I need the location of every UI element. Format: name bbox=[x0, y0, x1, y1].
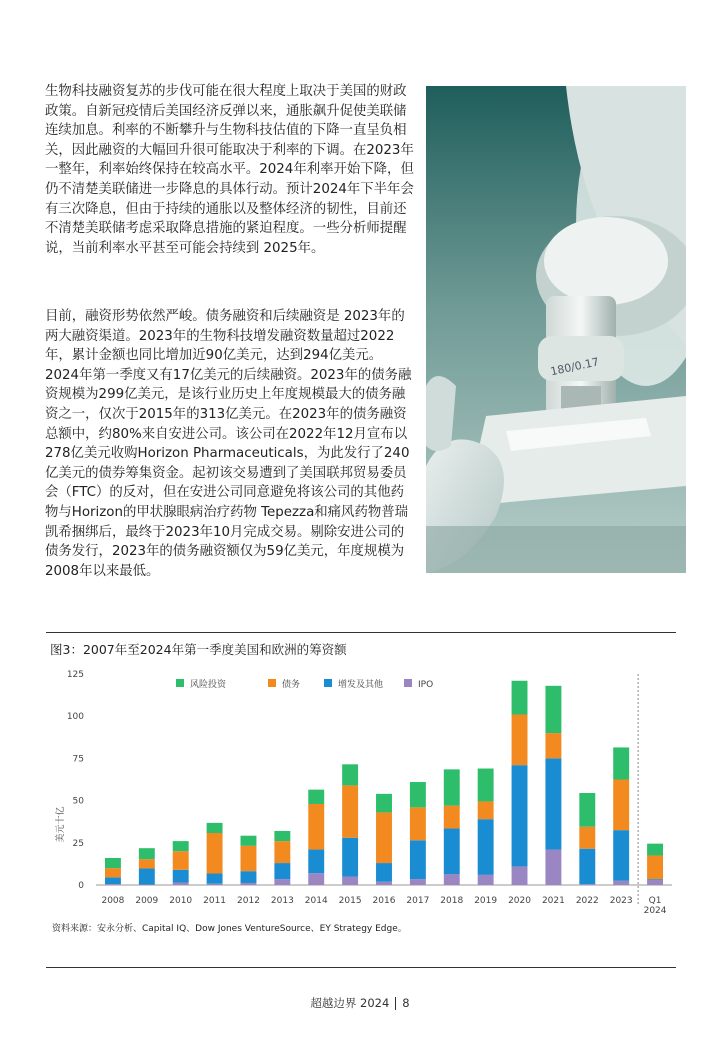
bar-segment-followon bbox=[342, 838, 358, 877]
x-tick-label: 2016 bbox=[372, 896, 396, 906]
y-axis-label: 美元十亿 bbox=[56, 806, 66, 843]
x-tick-label: 2011 bbox=[203, 896, 227, 906]
bar-segment-venture bbox=[579, 793, 595, 827]
bar-segment-ipo bbox=[308, 873, 324, 885]
bar-segment-debt bbox=[410, 807, 426, 840]
bar-segment-ipo bbox=[376, 882, 392, 885]
bar-segment-ipo bbox=[613, 881, 629, 885]
bar-segment-debt bbox=[647, 855, 663, 879]
y-tick-label: 125 bbox=[66, 670, 84, 680]
intro-paragraph: 生物科技融资复苏的步伐可能在很大程度上取决于美国的财政政策。自新冠疫情后美国经济反弹以来，通胀飙升促使美联储连续加息。利率的不断攀升与生物科技估值的下降一直呈负相关，因此融资的大幅回升很可能取决于利率的下调。在2023年一整年，利率始终保持在较高水平。2024年利率开始下降，但仍不清楚美联储进一步降息的具体行动。预计2024年下半年会有三次降息，但由于持续的通胀以及整体经济的韧性，目前还不清楚美联储考虑采取降息措施的紧迫程度。一些分析师提醒说，当前利率水平甚至可能会持续到 2025年。 bbox=[45, 84, 414, 256]
bar-segment-followon bbox=[308, 850, 324, 874]
x-tick-label: 2020 bbox=[508, 896, 531, 906]
bar-segment-followon bbox=[545, 758, 561, 849]
bar-segment-debt bbox=[512, 715, 528, 766]
bar-segment-ipo bbox=[647, 880, 663, 885]
financing-paragraph: 目前，融资形势依然严峻。债务融资和后续融资是 2023年的两大融资渠道。2023年的生物科技增发融资数量超过2022年，累计金额也同比增加近90亿美元，达到294亿美元。2024年第一季度又有17亿美元的后续融资。2023年的债务融资规模为299亿美元，是该行业历史上年度规模最大的债务融资之一，仅次于2015年的313亿美元。在2023年的债务融资总额中，约80%来自安进公司。该公司在2022年12月宣布以278亿美元收购Horizon Pharmaceuticals，为此发行了240亿美元的债券筹集资金。起初该交易遭到了美国联邦贸易委员会（FTC）的反对，但在安进公司同意避免将该公司的其他药物与Horizon的甲状腺眼病治疗药物 Tepezza和痛风药物普瑞凯希捆绑后，最终于2023年10月完成交易。剔除安进公司的债务发行，2023年的债务融资额仅为59亿美元，年度规模为2008年以来最低。 bbox=[45, 309, 412, 579]
bar-segment-venture bbox=[173, 841, 189, 851]
x-tick-label: 2019 bbox=[474, 896, 498, 906]
x-tick-label: 2012 bbox=[237, 896, 260, 906]
bar-segment-debt bbox=[139, 859, 155, 868]
bar-segment-debt bbox=[207, 833, 223, 874]
bar-segment-venture bbox=[444, 769, 460, 805]
bar-segment-ipo bbox=[342, 877, 358, 885]
bar-segment-ipo bbox=[207, 884, 223, 885]
y-tick-label: 75 bbox=[72, 754, 84, 765]
bar-segment-ipo bbox=[579, 884, 595, 885]
x-tick-label: Q1 bbox=[648, 896, 662, 906]
x-axis bbox=[101, 896, 666, 916]
bar-segment-followon bbox=[512, 765, 528, 866]
bar-segment-followon bbox=[274, 863, 290, 879]
figure-top-rule bbox=[46, 632, 676, 633]
page-number: 8 bbox=[402, 996, 410, 1010]
x-tick-label: 2024 bbox=[643, 906, 667, 916]
bar-segment-debt bbox=[376, 812, 392, 863]
source-note: 资料来源：安永分析、Capital IQ、Dow Jones VentureSource、EY Strategy Edge。 bbox=[52, 924, 407, 934]
chart-legend bbox=[176, 678, 433, 690]
microscope-photo bbox=[426, 86, 686, 573]
bar-segment-followon bbox=[376, 863, 392, 882]
bar-segment-followon bbox=[207, 874, 223, 884]
y-tick-label: 100 bbox=[66, 712, 84, 723]
bar-segment-venture bbox=[241, 836, 257, 846]
legend-swatch-ipo bbox=[404, 679, 412, 687]
bar-segment-ipo bbox=[173, 882, 189, 885]
bar-segment-followon bbox=[139, 868, 155, 884]
bar-segment-debt bbox=[105, 868, 121, 877]
bar-segment-followon bbox=[579, 849, 595, 884]
bar-segment-followon bbox=[478, 819, 494, 875]
legend-label: 增发及其他 bbox=[338, 680, 384, 690]
bar-segment-venture bbox=[478, 769, 494, 802]
page-footer bbox=[0, 995, 720, 1011]
bar-segment-debt bbox=[579, 827, 595, 849]
bar-segment-venture bbox=[308, 790, 324, 804]
bar-segment-ipo bbox=[478, 875, 494, 885]
bar-segment-ipo bbox=[410, 879, 426, 885]
x-tick-label: 2022 bbox=[575, 896, 599, 906]
bar-segment-ipo bbox=[444, 874, 460, 885]
x-tick-label: 2013 bbox=[270, 896, 294, 906]
bar-segment-venture bbox=[274, 831, 290, 841]
legend-swatch-venture bbox=[176, 679, 184, 687]
figure-bottom-rule bbox=[46, 967, 676, 968]
legend-label: IPO bbox=[418, 680, 434, 690]
bar-segment-followon bbox=[444, 828, 460, 874]
bar-segment-venture bbox=[545, 686, 561, 733]
x-tick-label: 2018 bbox=[440, 896, 464, 906]
bar-segment-debt bbox=[241, 846, 257, 871]
bar-segment-venture bbox=[376, 794, 392, 813]
figure-title: 图3：2007年至2024年第一季度美国和欧洲的筹资额 bbox=[50, 642, 347, 657]
x-tick-label: 2015 bbox=[338, 896, 362, 906]
x-tick-label: 2010 bbox=[169, 896, 193, 906]
bar-segment-debt bbox=[444, 806, 460, 829]
x-tick-label: 2023 bbox=[609, 896, 633, 906]
x-tick-label: 2008 bbox=[101, 896, 125, 906]
bar-segment-ipo bbox=[512, 866, 528, 885]
bar-segment-ipo bbox=[545, 850, 561, 885]
legend-swatch-debt bbox=[268, 679, 276, 687]
publication-name: 超越边界 2024 bbox=[310, 996, 390, 1010]
bar-segment-venture bbox=[105, 858, 121, 868]
x-tick-label: 2017 bbox=[406, 896, 430, 906]
legend-label: 风险投资 bbox=[190, 680, 227, 690]
bar-segment-venture bbox=[207, 823, 223, 833]
bar-segment-debt bbox=[478, 801, 494, 819]
bar-segment-followon bbox=[105, 877, 121, 884]
bar-segment-followon bbox=[613, 830, 629, 881]
footer-separator bbox=[395, 997, 396, 1010]
bar-segment-ipo bbox=[105, 884, 121, 885]
x-tick-label: 2009 bbox=[135, 896, 159, 906]
bar-segment-ipo bbox=[241, 883, 257, 885]
bars-group bbox=[105, 681, 663, 885]
bar-segment-followon bbox=[410, 840, 426, 879]
funding-chart bbox=[40, 664, 690, 923]
bar-segment-debt bbox=[545, 733, 561, 758]
bar-segment-venture bbox=[410, 782, 426, 807]
bar-segment-venture bbox=[512, 681, 528, 715]
bar-segment-debt bbox=[173, 851, 189, 870]
bar-segment-ipo bbox=[139, 884, 155, 885]
bar-segment-debt bbox=[342, 785, 358, 837]
bar-segment-venture bbox=[647, 844, 663, 856]
bar-segment-followon bbox=[647, 879, 663, 880]
legend-swatch-followon bbox=[324, 679, 332, 687]
bar-segment-venture bbox=[613, 747, 629, 779]
bar-segment-debt bbox=[274, 841, 290, 863]
bar-segment-ipo bbox=[274, 879, 290, 885]
x-tick-label: 2021 bbox=[541, 896, 565, 906]
bar-segment-debt bbox=[308, 804, 324, 850]
bar-segment-debt bbox=[613, 780, 629, 831]
y-tick-label: 50 bbox=[72, 796, 84, 807]
bar-segment-followon bbox=[241, 871, 257, 883]
bar-segment-followon bbox=[173, 870, 189, 883]
lens-label: 180/0.17 bbox=[549, 355, 601, 379]
y-tick-label: 0 bbox=[78, 881, 84, 891]
bar-segment-venture bbox=[342, 764, 358, 785]
x-tick-label: 2014 bbox=[304, 896, 328, 906]
y-tick-label: 25 bbox=[72, 838, 84, 849]
bar-segment-venture bbox=[139, 848, 155, 859]
legend-label: 债务 bbox=[282, 680, 301, 690]
